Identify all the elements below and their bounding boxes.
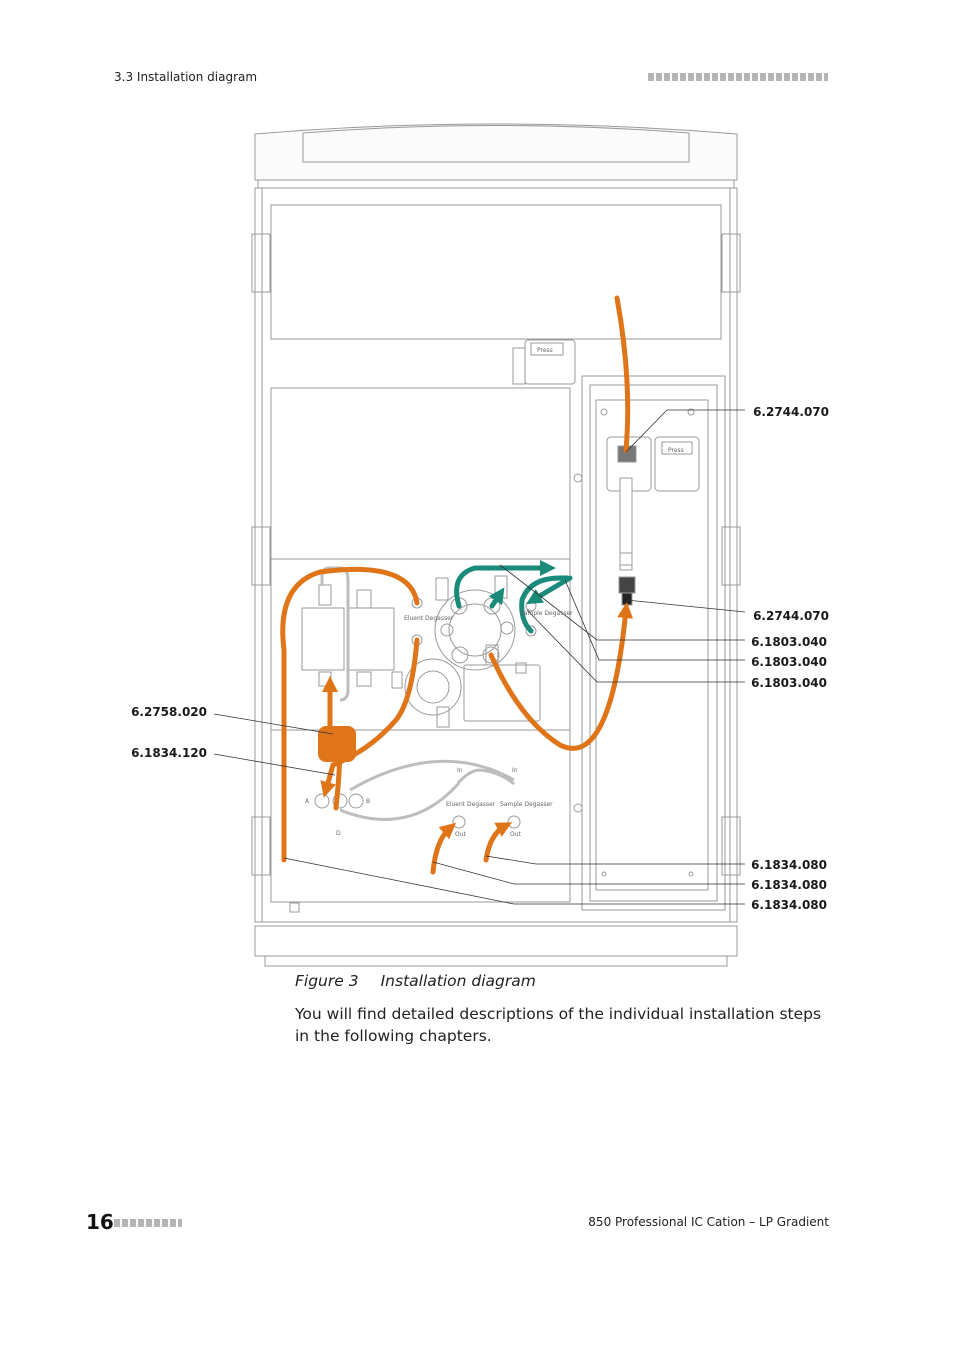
figure-label: Figure 3 <box>295 972 359 990</box>
figure-caption <box>295 972 536 990</box>
callout-label: 6.1834.080 <box>751 878 827 892</box>
port-b-label: B <box>366 798 371 805</box>
page-number: 16 <box>86 1210 114 1234</box>
callout-label: 6.2758.020 <box>131 705 207 719</box>
callout-label: 6.2744.070 <box>753 405 829 419</box>
figure-title: Installation diagram <box>380 972 536 990</box>
in-port-label: In <box>457 767 463 774</box>
sample-degasser-label: Sample Degasser <box>520 610 573 617</box>
callout-label: 6.1803.040 <box>751 655 827 669</box>
callout-label: 6.1803.040 <box>751 635 827 649</box>
port-d-label: D <box>336 830 341 837</box>
press-label: Press <box>537 347 553 354</box>
press-label: Press <box>668 447 684 454</box>
callout-label: 6.1834.080 <box>751 858 827 872</box>
running-header-section: 3.3 Installation diagram <box>114 70 258 84</box>
instrument-housing <box>252 124 740 966</box>
out-port-label: Out <box>510 831 521 838</box>
out-port-label: Out <box>455 831 466 838</box>
footer-decoration-bars <box>114 1219 182 1227</box>
callout-label: 6.2744.070 <box>753 609 829 623</box>
eluent-degasser-label: Eluent Degasser <box>446 801 496 808</box>
eluent-degasser-label: Eluent Degasser <box>404 615 454 622</box>
teal-tubing <box>457 568 570 631</box>
in-port-label: In <box>512 767 518 774</box>
callout-label: 6.1803.040 <box>751 676 827 690</box>
filter-unit <box>318 726 356 762</box>
callout-label: 6.1834.120 <box>131 746 207 760</box>
callout-label: 6.1834.080 <box>751 898 827 912</box>
port-a-label: A <box>305 798 310 805</box>
footer-product-name: 850 Professional IC Cation – LP Gradient <box>588 1215 829 1229</box>
body-paragraph: You will find detailed descriptions of the individual installation steps in the following chapters. <box>295 1005 822 1045</box>
sample-degasser-label: Sample Degasser <box>500 801 553 808</box>
